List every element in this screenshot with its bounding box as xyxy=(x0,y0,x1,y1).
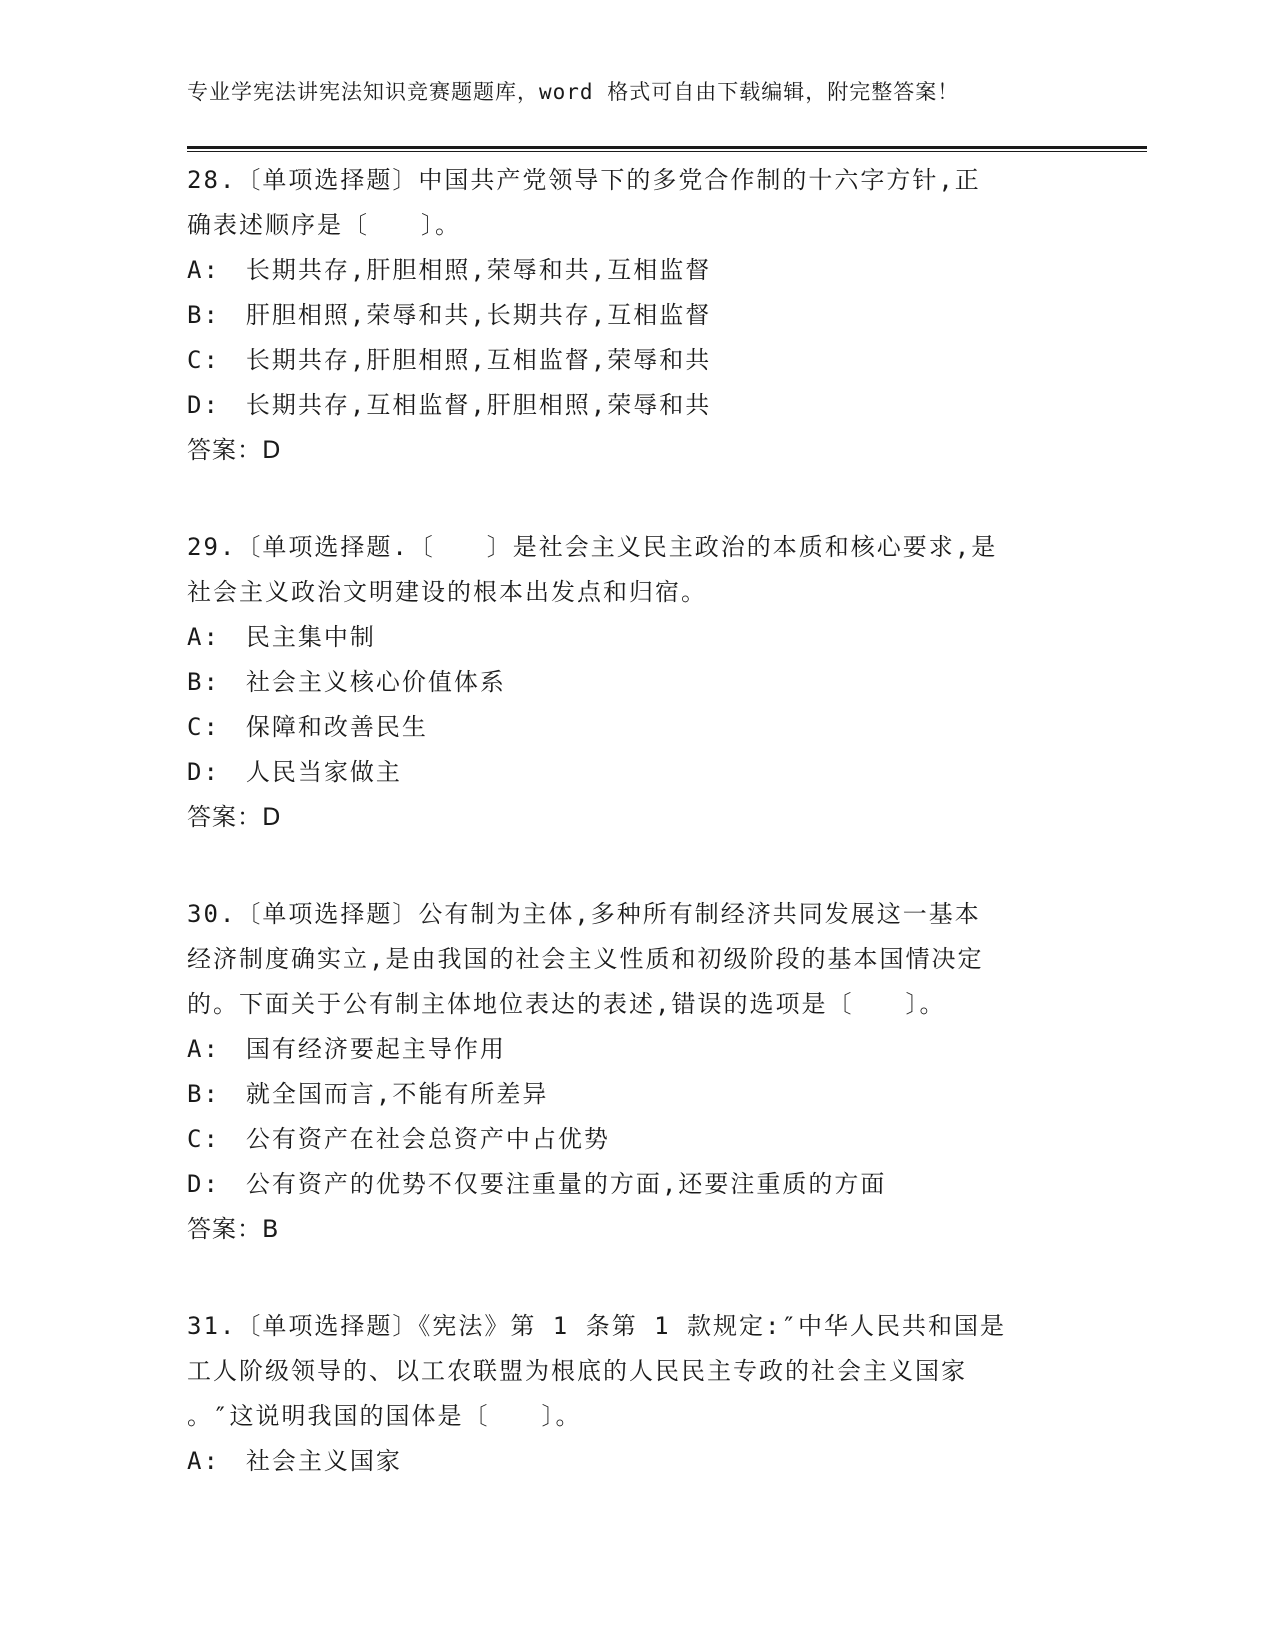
stem-line: 31.〔单项选择题〕《宪法》第 1 条第 1 款规定:″中华人民共和国是 xyxy=(187,1312,1006,1340)
stem-line: 经济制度确实立,是由我国的社会主义性质和初级阶段的基本国情决定 xyxy=(187,945,984,973)
option-a: A: 社会主义国家 xyxy=(187,1447,402,1475)
question-28 xyxy=(187,158,1087,473)
option-b: B: 就全国而言,不能有所差异 xyxy=(187,1080,549,1108)
option-a: A: 长期共存,肝胆相照,荣辱和共,互相监督 xyxy=(187,256,712,284)
stem-line: 28.〔单项选择题〕中国共产党领导下的多党合作制的十六字方针,正 xyxy=(187,166,981,194)
stem-line: 的。下面关于公有制主体地位表达的表述,错误的选项是〔 〕。 xyxy=(187,990,946,1018)
question-list xyxy=(187,158,1087,1536)
stem-line: 工人阶级领导的、以工农联盟为根底的人民民主专政的社会主义国家 xyxy=(187,1357,967,1385)
option-d: D: 公有资产的优势不仅要注重量的方面,还要注重质的方面 xyxy=(187,1170,887,1198)
option-a: A: 国有经济要起主导作用 xyxy=(187,1035,506,1063)
stem-line: 。″这说明我国的国体是〔 〕。 xyxy=(187,1402,582,1430)
option-d: D: 人民当家做主 xyxy=(187,758,402,786)
option-c: C: 公有资产在社会总资产中占优势 xyxy=(187,1125,610,1153)
stem-line: 社会主义政治文明建设的根本出发点和归宿。 xyxy=(187,578,707,606)
option-c: C: 保障和改善民生 xyxy=(187,713,428,741)
stem-line: 29.〔单项选择题.〔 〕是社会主义民主政治的本质和核心要求,是 xyxy=(187,533,998,561)
option-b: B: 社会主义核心价值体系 xyxy=(187,668,506,696)
option-a: A: 民主集中制 xyxy=(187,623,376,651)
question-stem xyxy=(187,892,1087,1027)
page-header: 专业学宪法讲宪法知识竞赛题题库，word 格式可自由下载编辑，附完整答案！ xyxy=(187,80,960,104)
header-rule-thick xyxy=(187,146,1147,149)
question-31 xyxy=(187,1304,1087,1484)
answer-label: 答案：D xyxy=(187,803,282,831)
option-d: D: 长期共存,互相监督,肝胆相照,荣辱和共 xyxy=(187,391,712,419)
option-c: C: 长期共存,肝胆相照,互相监督,荣辱和共 xyxy=(187,346,712,374)
answer-label: 答案：D xyxy=(187,436,282,464)
stem-line: 确表述顺序是〔 〕。 xyxy=(187,211,461,239)
question-stem xyxy=(187,525,1087,615)
question-stem xyxy=(187,158,1087,248)
question-stem xyxy=(187,1304,1087,1439)
option-b: B: 肝胆相照,荣辱和共,长期共存,互相监督 xyxy=(187,301,712,329)
header-rule-thin xyxy=(187,151,1147,152)
stem-line: 30.〔单项选择题〕公有制为主体,多种所有制经济共同发展这一基本 xyxy=(187,900,981,928)
question-29 xyxy=(187,525,1087,840)
question-30 xyxy=(187,892,1087,1252)
answer-label: 答案：B xyxy=(187,1215,280,1243)
